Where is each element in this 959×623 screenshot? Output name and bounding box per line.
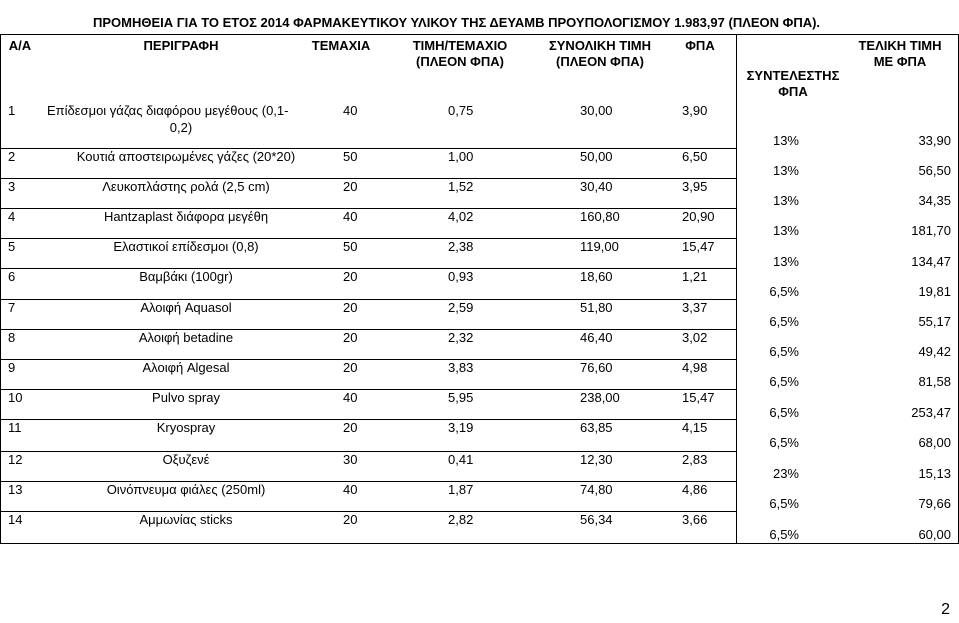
row-unit-price: 3,19 [448,420,474,435]
row-unit-price: 0,41 [448,452,474,467]
row-description-line1: Επίδεσμοι γάζας διαφόρου μεγέθους (0,1- [47,103,289,118]
row-qty: 20 [343,269,358,284]
row-vat-rate: 13% [772,254,799,269]
row-description: Αλοιφή Aquasol [140,300,232,315]
row-final-price: 33,90 [918,133,951,148]
header-final [850,38,950,70]
row-description-line2: 0,2) [169,120,193,135]
header-vat-rate-line2: ΦΠΑ [778,84,808,99]
row-vat: 3,37 [682,300,708,315]
row-vat: 4,86 [682,482,708,497]
row-aa: 12 [8,452,23,467]
row-final-price: 68,00 [918,435,951,450]
row-final-price: 34,35 [918,193,951,208]
row-description: Pulvo spray [152,390,220,405]
row-vat: 6,50 [682,149,708,164]
row-total: 12,30 [580,452,613,467]
row-unit-price: 1,52 [448,179,474,194]
row-vat: 3,90 [682,103,708,118]
row-description: Λευκοπλάστης ρολά (2,5 cm) [102,179,270,194]
row-vat-rate: 6,5% [769,405,799,420]
row-vat: 3,66 [682,512,708,527]
row-vat-rate: 23% [772,466,799,481]
header-vat-rate [738,68,848,100]
row-total: 18,60 [580,269,613,284]
row-unit-price: 2,59 [448,300,474,315]
row-qty: 40 [343,482,358,497]
row-qty: 50 [343,239,358,254]
row-final-price: 81,58 [918,374,951,389]
row-unit-price: 1,00 [448,149,474,164]
document-title: ΠΡΟΜΗΘΕΙΑ ΓΙΑ ΤΟ ΕΤΟΣ 2014 ΦΑΡΜΑΚΕΥΤΙΚΟΥ ΥΛΙΚΟΥ ΤΗΣ ΔΕΥΑΜΒ ΠΡΟΥΠΟΛΟΓΙΣΜΟΥ 1.983,97 (ΠΛΕΟΝ ΦΠΑ). [93,15,821,30]
row-aa: 7 [8,300,16,315]
row-description: Αλοιφή Algesal [142,360,230,375]
row-vat-rate: 6,5% [769,435,799,450]
row-total: 51,80 [580,300,613,315]
row-vat: 15,47 [682,390,715,405]
row-aa: 10 [8,390,23,405]
row-final-price: 19,81 [918,284,951,299]
header-vat-rate-line1: ΣΥΝΤΕΛΕΣΤΗΣ [746,68,840,83]
row-final-price: 15,13 [918,466,951,481]
row-unit-price: 1,87 [448,482,474,497]
row-vat-rate: 13% [772,223,799,238]
row-unit-price: 2,82 [448,512,474,527]
row-vat: 3,02 [682,330,708,345]
row-total: 30,40 [580,179,613,194]
row-qty: 50 [343,149,358,164]
row-unit-price: 0,75 [448,103,474,118]
row-qty: 20 [343,420,358,435]
row-qty: 40 [343,390,358,405]
row-total: 119,00 [580,239,619,254]
row-final-price: 79,66 [918,496,951,511]
row-aa: 5 [8,239,16,254]
row-description: Αμμωνίας sticks [139,512,233,527]
row-unit-price: 4,02 [448,209,474,224]
row-aa: 1 [8,103,16,118]
row-vat-rate: 13% [772,133,799,148]
row-description: Αλοιφή betadine [138,330,234,345]
row-unit-price: 0,93 [448,269,474,284]
row-vat: 20,90 [682,209,715,224]
row-description: Ελαστικοί επίδεσμοι (0,8) [113,239,259,254]
page-number: 2 [941,601,950,618]
row-vat-rate: 6,5% [769,344,799,359]
row-aa: 3 [8,179,16,194]
header-description: ΠΕΡΙΓΡΑΦΗ [143,38,219,53]
header-aa: Α/Α [8,38,32,53]
row-total: 46,40 [580,330,613,345]
header-total-line1: ΣΥΝΟΛΙΚΗ ΤΙΜΗ [548,38,652,53]
row-vat-rate: 6,5% [769,374,799,389]
row-final-price: 56,50 [918,163,951,178]
row-qty: 30 [343,452,358,467]
row-unit-price: 5,95 [448,390,474,405]
header-unit-price-line2: (ΠΛΕΟΝ ΦΠΑ) [416,54,504,69]
row-qty: 20 [343,330,358,345]
header-final-line1: ΤΕΛΙΚΗ ΤΙΜΗ [858,38,942,53]
row-aa: 2 [8,149,16,164]
row-description: Βαμβάκι (100gr) [139,269,233,284]
row-description: Hantzaplast διάφορα μεγέθη [103,209,269,224]
row-description: Οινόπνευμα φιάλες (250ml) [106,482,266,497]
row-total: 74,80 [580,482,613,497]
row-vat-rate: 13% [772,193,799,208]
row-vat-rate: 6,5% [769,314,799,329]
header-unit-price-line1: ΤΙΜΗ/ΤΕΜΑΧΙΟ [412,38,508,53]
row-aa: 11 [8,420,22,435]
row-vat: 3,95 [682,179,708,194]
row-unit-price: 2,38 [448,239,474,254]
row-vat: 1,21 [682,269,708,284]
row-final-price: 60,00 [918,527,951,542]
row-vat-rate: 6,5% [769,496,799,511]
row-vat: 4,98 [682,360,708,375]
header-qty: ΤΕΜΑΧΙΑ [311,38,371,53]
row-aa: 14 [8,512,23,527]
row-unit-price: 2,32 [448,330,474,345]
row-final-price: 181,70 [911,223,951,238]
row-vat-rate: 6,5% [769,284,799,299]
row-aa: 13 [8,482,23,497]
header-vat: ΦΠΑ [685,38,715,53]
row-aa: 6 [8,269,16,284]
row-final-price: 134,47 [911,254,951,269]
row-total: 30,00 [580,103,613,118]
row-aa: 9 [8,360,16,375]
row-total: 76,60 [580,360,613,375]
row-final-price: 49,42 [918,344,951,359]
row-total: 160,80 [580,209,620,224]
row-vat: 2,83 [682,452,708,467]
row-qty: 20 [343,512,358,527]
row-total: 50,00 [580,149,613,164]
row-qty: 20 [343,179,358,194]
header-total-line2: (ΠΛΕΟΝ ΦΠΑ) [556,54,644,69]
row-description: Kryospray [156,420,216,435]
row-aa: 4 [8,209,16,224]
row-total: 63,85 [580,420,613,435]
row-vat-rate: 6,5% [769,527,799,542]
row-qty: 40 [343,209,358,224]
row-qty: 20 [343,360,358,375]
row-description: Κουτιά αποστειρωμένες γάζες (20*20) [76,149,296,164]
header-total [535,38,665,70]
row-final-price: 55,17 [918,314,951,329]
row-total: 238,00 [580,390,620,405]
row-vat: 15,47 [682,239,715,254]
row-qty: 20 [343,300,358,315]
row-final-price: 253,47 [911,405,951,420]
row-description: Οξυζενέ [162,452,210,467]
header-unit-price [395,38,525,70]
header-final-line2: ΜΕ ΦΠΑ [873,54,927,69]
row-vat: 4,15 [682,420,708,435]
row-total: 56,34 [580,512,613,527]
row-aa: 8 [8,330,16,345]
row-vat-rate: 13% [772,163,799,178]
row-qty: 40 [343,103,358,118]
row-unit-price: 3,83 [448,360,474,375]
